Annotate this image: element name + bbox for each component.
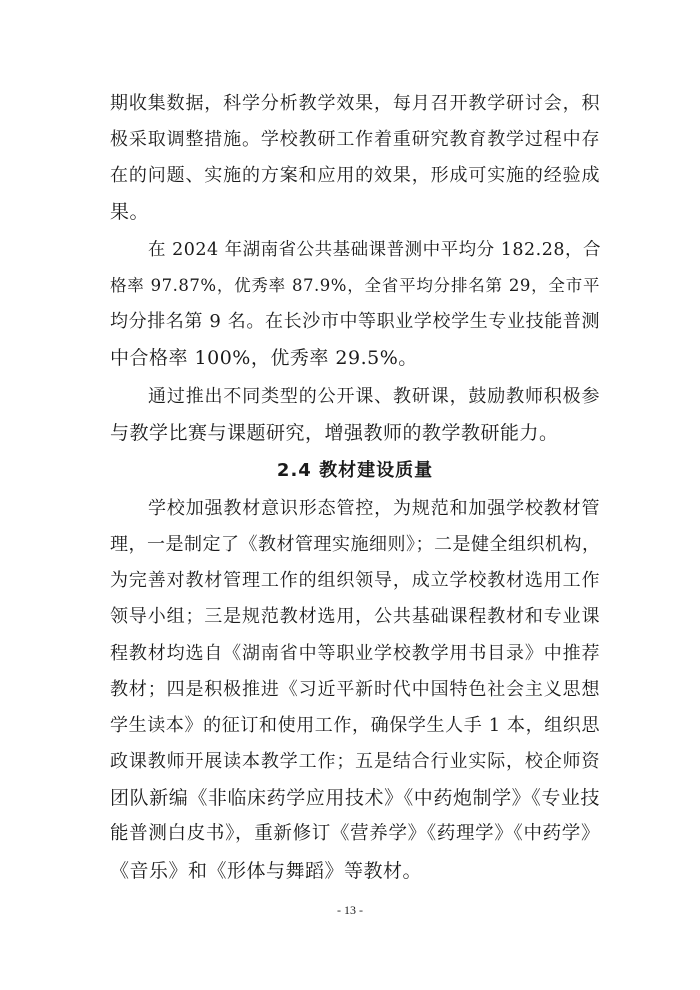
paragraph-2-line-3: 均分排名第 9 名。在长沙市中等职业学校学生专业技能普测 xyxy=(110,311,600,332)
paragraph-4-line-11: 《音乐》和《形体与舞蹈》等教材。 xyxy=(110,860,423,882)
paragraph-4-line-3: 为完善对教材管理工作的组织领导，成立学校教材选用工作 xyxy=(110,570,600,591)
paragraph-4-line-4: 领导小组；三是规范教材选用，公共基础课程教材和专业课 xyxy=(110,606,600,627)
paragraph-4-line-8: 政课教师开展读本教学工作；五是结合行业实际，校企师资 xyxy=(110,751,600,772)
paragraph-4-line-7: 学生读本》的征订和使用工作，确保学生人手 1 本，组织思 xyxy=(110,715,600,736)
paragraph-4-line-5: 程教材均选自《湖南省中等职业学校教学用书目录》中推荐 xyxy=(110,643,600,664)
section-heading: 2.4 教材建设质量 xyxy=(276,460,434,481)
paragraph-4-line-9: 团队新编《非临床药学应用技术》《中药炮制学》《专业技 xyxy=(110,787,600,809)
paragraph-3-line-1: 通过推出不同类型的公开课、教研课，鼓励教师积极参 xyxy=(148,386,600,407)
paragraph-1-line-2: 极采取调整措施。学校教研工作着重研究教育教学过程中存 xyxy=(110,129,600,150)
paragraph-3-line-2: 与教学比赛与课题研究，增强教师的教学教研能力。 xyxy=(110,422,559,444)
paragraph-4-line-10: 能普测白皮书》，重新修订《营养学》《药理学》《中药学》 xyxy=(110,823,600,844)
paragraph-2-line-2: 格率 97.87%，优秀率 87.9%，全省平均分排名第 29，全市平 xyxy=(110,276,600,295)
paragraph-1-line-3: 在的问题、实施的方案和应用的效果，形成可实施的经验成 xyxy=(110,165,600,186)
paragraph-1-line-1: 期收集数据，科学分析教学效果，每月召开教学研讨会，积 xyxy=(110,93,600,114)
paragraph-1-line-4: 果。 xyxy=(110,201,150,223)
paragraph-2-line-1: 在 2024 年湖南省公共基础课普测中平均分 182.28，合 xyxy=(148,240,601,260)
paragraph-4-line-1: 学校加强教材意识形态管控，为规范和加强学校教材管 xyxy=(148,498,600,519)
paragraph-4-line-6: 教材；四是积极推进《习近平新时代中国特色社会主义思想 xyxy=(110,679,600,700)
paragraph-2-line-4: 中合格率 100%，优秀率 29.5%。 xyxy=(110,347,418,369)
page-number: - 13 - xyxy=(337,903,363,917)
paragraph-4-line-2: 理，一是制定了《教材管理实施细则》；二是健全组织机构， xyxy=(110,534,601,555)
